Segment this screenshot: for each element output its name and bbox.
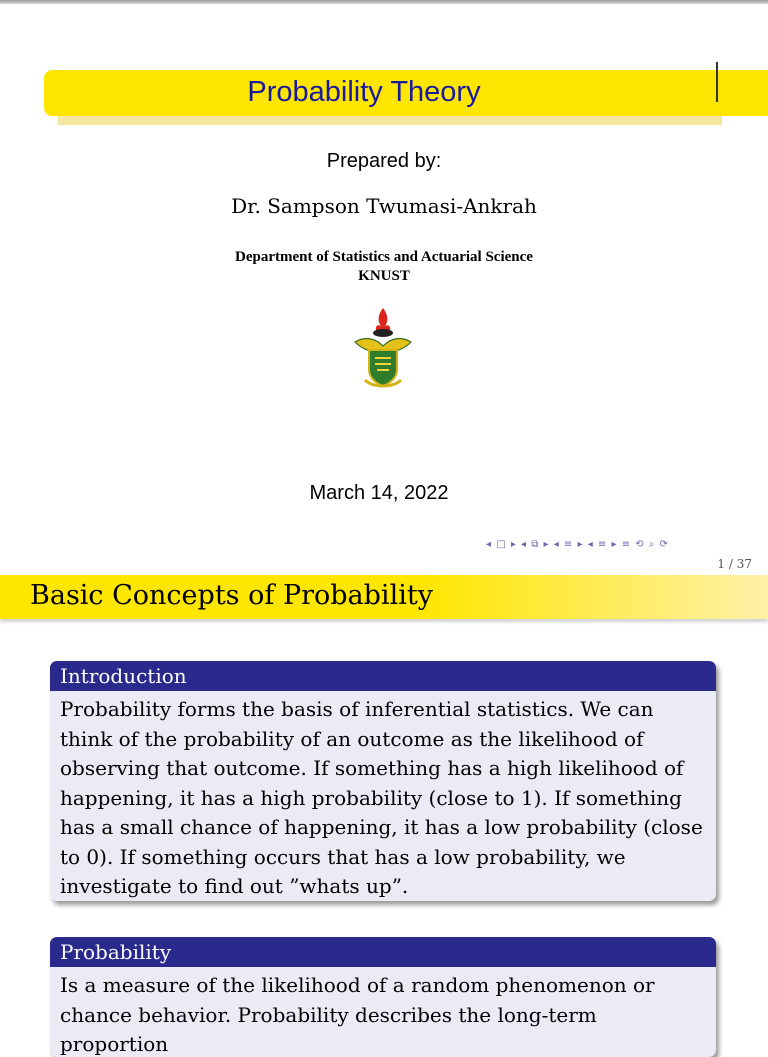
title-bar-marker [716,62,718,102]
prepared-by-label: Prepared by: [326,150,442,172]
block-body: Probability forms the basis of inferential statistics. We can think of the probability of an outcome as the likelihood of observing that outcome. If something has a high likelihood of happening, it has a high probability (close to 1). If something has a small chance of happening, it has a low probability (close to 0). If something occurs that has a low probability, we investigate to find out ”whats up”. [60,697,703,898]
top-rule [0,0,768,4]
probability-block [50,937,716,1057]
frame-title: Basic Concepts of Probability [30,580,433,611]
affiliation [0,248,768,286]
author-name: Dr. Sampson Twumasi-Ankrah [231,194,537,218]
page-number: 1 / 37 [717,557,752,571]
slide-navigation-controls[interactable]: ◂ □ ▸ ◂ ⧉ ▸ ◂ ≡ ▸ ◂ ≡ ▸ ≡ ⟲ ⌕ ⟳ [486,539,669,550]
institution-name: KNUST [358,268,410,284]
introduction-block [50,661,716,901]
department-name: Department of Statistics and Actuarial Science [235,249,533,265]
block-title: Introduction [50,661,716,691]
block-body: Is a measure of the likelihood of a random phenomenon or chance behavior. Probability describes the long-term proportion [60,973,655,1056]
block-title: Probability [50,937,716,967]
presentation-date: March 14, 2022 [309,482,449,504]
university-crest-icon [351,306,415,390]
presentation-title: Probability Theory [247,76,481,108]
